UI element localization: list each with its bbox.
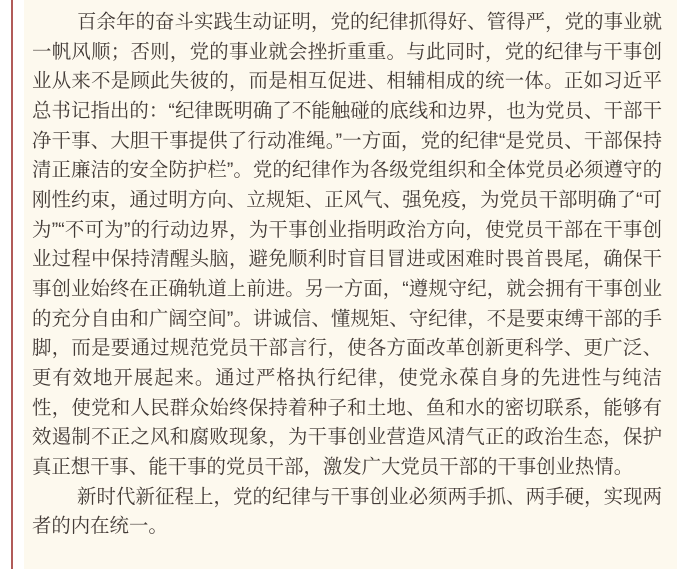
quote-accent-rule — [11, 0, 13, 569]
paragraph-2: 新时代新征程上，党的纪律与干事创业必须两手抓、两手硬，实现两者的内在统一。 — [32, 485, 662, 538]
paragraph-1: 百余年的奋斗实践生动证明，党的纪律抓得好、管得严，党的事业就一帆风顺；否则，党的事业就会挫折重重。与此同时，党的纪律与干事创业从来不是顾此失彼的，而是相互促进、相辅相成的统一体。正如习近平总书记指出的：“纪律既明确了不能触碰的底线和边界，也为党员、干部干净干事、大胆干事提供了行动准绳。”一方面，党的纪律“是党员、干部保持清正廉洁的安全防护栏”。党的纪律作为各级党组织和全体党员必须遵守的刚性约束，通过明方向、立规矩、正风气、强免疫，为党员干部明确了“可为”“不可为”的行动边界，为干事创业指明政治方向，使党员干部在干事创业过程中保持清醒头脑，避免顺利时盲目冒进或困难时畏首畏尾，确保干事创业始终在正确轨道上前进。另一方面，“遵规守纪，就会拥有干事创业的充分自由和广阔空间”。讲诚信、懂规矩、守纪律，不是要束缚干部的手脚，而是要通过规范党员干部言行，使各方面改革创新更科学、更广泛、更有效地开展起来。通过严格执行纪律，使党永葆自身的先进性与纯洁性，使党和人民群众始终保持着种子和土地、鱼和水的密切联系，能够有效遏制不正之风和腐败现象，为干事创业营造风清气正的政治生态，保护真正想干事、能干事的党员干部，激发广大党员干部的干事创业热情。 — [32, 11, 662, 478]
quote-block — [24, 0, 677, 569]
